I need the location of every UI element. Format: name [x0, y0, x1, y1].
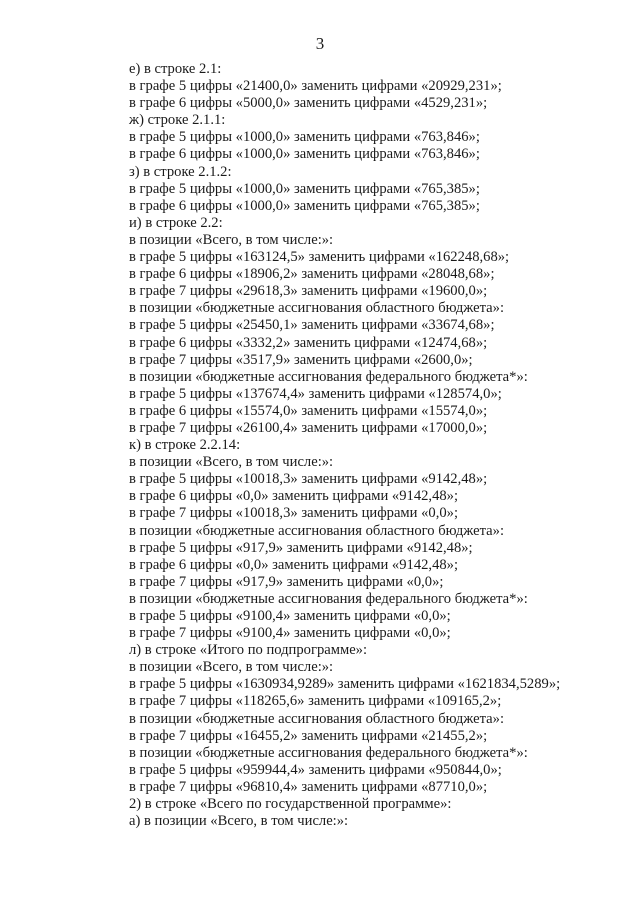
doc-line: в графе 6 цифры «15574,0» заменить цифрами «15574,0»; [129, 402, 488, 419]
doc-line: в графе 7 цифры «118265,6» заменить цифрами «109165,2»; [129, 693, 502, 710]
doc-line: в графе 5 цифры «1630934,9289» заменить цифрами «1621834,5289»; [129, 676, 561, 693]
doc-line: в графе 6 цифры «5000,0» заменить цифрами «4529,231»; [129, 95, 488, 112]
doc-line: в графе 5 цифры «137674,4» заменить цифрами «128574,0»; [129, 385, 502, 402]
doc-line: в позиции «бюджетные ассигнования федерального бюджета*»: [129, 368, 528, 385]
doc-line: в позиции «бюджетные ассигнования областного бюджета»: [129, 522, 504, 539]
doc-line: в позиции «бюджетные ассигнования федерального бюджета*»: [129, 590, 528, 607]
doc-line: в графе 6 цифры «0,0» заменить цифрами «9142,48»; [129, 556, 459, 573]
doc-line: 2) в строке «Всего по государственной программе»: [129, 796, 452, 813]
doc-line: в графе 5 цифры «959944,4» заменить цифрами «950844,0»; [129, 761, 502, 778]
doc-line: в позиции «бюджетные ассигнования федерального бюджета*»: [129, 744, 528, 761]
doc-line: в графе 7 цифры «16455,2» заменить цифрами «21455,2»; [129, 727, 488, 744]
doc-line: в графе 5 цифры «25450,1» заменить цифрами «33674,68»; [129, 317, 495, 334]
doc-line: в позиции «Всего, в том числе:»: [129, 231, 334, 248]
doc-line: в графе 5 цифры «163124,5» заменить цифрами «162248,68»; [129, 249, 510, 266]
doc-line: в графе 7 цифры «10018,3» заменить цифрами «0,0»; [129, 505, 459, 522]
doc-line: в графе 7 цифры «96810,4» заменить цифрами «87710,0»; [129, 778, 488, 795]
doc-line: в графе 6 цифры «0,0» заменить цифрами «9142,48»; [129, 488, 459, 505]
doc-line: в позиции «Всего, в том числе:»: [129, 454, 334, 471]
doc-line: в графе 5 цифры «21400,0» заменить цифрами «20929,231»; [129, 78, 502, 95]
doc-line: в позиции «бюджетные ассигнования областного бюджета»: [129, 710, 504, 727]
doc-line: в графе 6 цифры «1000,0» заменить цифрами «765,385»; [129, 197, 480, 214]
doc-line: в графе 7 цифры «3517,9» заменить цифрами «2600,0»; [129, 351, 473, 368]
doc-line: в графе 5 цифры «1000,0» заменить цифрами «763,846»; [129, 129, 480, 146]
doc-line: з) в строке 2.1.2: [129, 163, 232, 180]
doc-line: а) в позиции «Всего, в том числе:»: [129, 813, 349, 830]
doc-line: в графе 5 цифры «9100,4» заменить цифрами «0,0»; [129, 608, 451, 624]
doc-line: в позиции «бюджетные ассигнования областного бюджета»: [129, 300, 504, 317]
doc-line: в графе 5 цифры «10018,3» заменить цифрами «9142,48»; [129, 471, 488, 488]
doc-line: в графе 6 цифры «1000,0» заменить цифрами «763,846»; [129, 146, 480, 163]
doc-line: е) в строке 2.1: [129, 61, 222, 77]
page-number: 3 [315, 34, 325, 53]
doc-line: в графе 6 цифры «18906,2» заменить цифрами «28048,68»; [129, 266, 495, 283]
doc-line: в графе 5 цифры «917,9» заменить цифрами «9142,48»; [129, 539, 473, 556]
doc-line: в графе 7 цифры «9100,4» заменить цифрами «0,0»; [129, 625, 451, 642]
doc-line: и) в строке 2.2: [129, 214, 223, 231]
doc-line: в графе 5 цифры «1000,0» заменить цифрами «765,385»; [129, 180, 480, 197]
document-body [129, 61, 599, 830]
doc-line: к) в строке 2.2.14: [129, 437, 241, 454]
doc-line: в графе 7 цифры «26100,4» заменить цифрами «17000,0»; [129, 419, 488, 436]
doc-line: в графе 7 цифры «29618,3» заменить цифрами «19600,0»; [129, 283, 488, 300]
doc-line: в позиции «Всего, в том числе:»: [129, 659, 334, 676]
doc-line: л) в строке «Итого по подпрограмме»: [129, 642, 368, 659]
doc-line: в графе 6 цифры «3332,2» заменить цифрами «12474,68»; [129, 334, 488, 351]
doc-line: в графе 7 цифры «917,9» заменить цифрами «0,0»; [129, 573, 444, 590]
doc-line: ж) строке 2.1.1: [129, 112, 226, 129]
